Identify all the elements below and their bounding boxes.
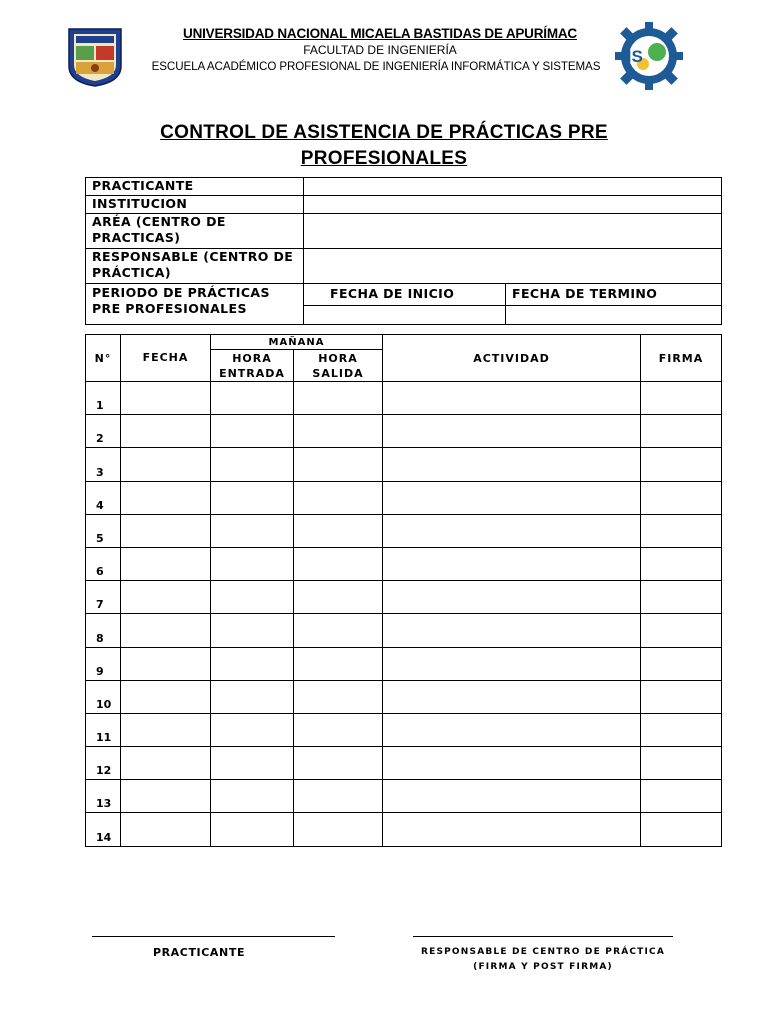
fecha-cell[interactable] xyxy=(121,581,211,614)
firma-cell[interactable] xyxy=(641,713,722,746)
practicante-label: PRACTICANTE xyxy=(86,178,304,196)
practicante-field[interactable] xyxy=(304,178,722,196)
fecha-termino-label: FECHA DE TERMINO xyxy=(506,284,722,306)
firma-cell[interactable] xyxy=(641,514,722,547)
hora-entrada-cell[interactable] xyxy=(211,747,294,780)
table-row xyxy=(86,747,722,780)
header-num: N° xyxy=(86,335,121,382)
hora-salida-cell[interactable] xyxy=(294,581,383,614)
hora-entrada-cell[interactable] xyxy=(211,647,294,680)
responsable-signature-line[interactable] xyxy=(413,936,673,937)
header-manana: MAÑANA xyxy=(211,335,383,350)
actividad-cell[interactable] xyxy=(383,614,641,647)
hora-entrada-cell[interactable] xyxy=(211,382,294,415)
school-name: ESCUELA ACADÉMICO PROFESIONAL DE INGENIERÍA INFORMÁTICA Y SISTEMAS xyxy=(151,60,601,73)
hora-salida-cell[interactable] xyxy=(294,647,383,680)
row-number: 14 xyxy=(86,813,121,846)
table-row xyxy=(86,481,722,514)
institucion-label: INSTITUCION xyxy=(86,196,304,214)
row-number: 3 xyxy=(86,448,121,481)
document-title-line1: CONTROL DE ASISTENCIA DE PRÁCTICAS PRE xyxy=(160,122,608,143)
actividad-cell[interactable] xyxy=(383,514,641,547)
periodo-label: PERIODO DE PRÁCTICAS PRE PROFESIONALES xyxy=(86,284,304,325)
hora-salida-cell[interactable] xyxy=(294,448,383,481)
practicante-signature-line[interactable] xyxy=(92,936,335,937)
table-row xyxy=(86,415,722,448)
actividad-cell[interactable] xyxy=(383,680,641,713)
hora-entrada-cell[interactable] xyxy=(211,813,294,846)
document-title-line2: PROFESIONALES xyxy=(300,148,468,169)
hora-salida-cell[interactable] xyxy=(294,415,383,448)
table-row xyxy=(86,813,722,846)
table-row xyxy=(86,780,722,813)
row-number: 11 xyxy=(86,713,121,746)
hora-salida-cell[interactable] xyxy=(294,614,383,647)
row-number: 1 xyxy=(86,382,121,415)
attendance-table xyxy=(85,334,722,847)
area-field[interactable] xyxy=(304,214,722,249)
table-row xyxy=(86,448,722,481)
table-row xyxy=(86,713,722,746)
hora-entrada-cell[interactable] xyxy=(211,415,294,448)
hora-salida-cell[interactable] xyxy=(294,780,383,813)
fecha-inicio-field[interactable] xyxy=(304,306,506,325)
hora-salida-cell[interactable] xyxy=(294,481,383,514)
row-number: 2 xyxy=(86,415,121,448)
row-number: 12 xyxy=(86,747,121,780)
hora-entrada-cell[interactable] xyxy=(211,514,294,547)
fecha-cell[interactable] xyxy=(121,647,211,680)
institucion-field[interactable] xyxy=(304,196,722,214)
fecha-cell[interactable] xyxy=(121,382,211,415)
actividad-cell[interactable] xyxy=(383,581,641,614)
table-row xyxy=(86,614,722,647)
fecha-cell[interactable] xyxy=(121,448,211,481)
hora-salida-cell[interactable] xyxy=(294,514,383,547)
hora-salida-cell[interactable] xyxy=(294,747,383,780)
hora-entrada-cell[interactable] xyxy=(211,614,294,647)
table-row xyxy=(86,581,722,614)
hora-entrada-cell[interactable] xyxy=(211,481,294,514)
row-number: 10 xyxy=(86,680,121,713)
firma-cell[interactable] xyxy=(641,481,722,514)
actividad-cell[interactable] xyxy=(383,382,641,415)
firma-cell[interactable] xyxy=(641,614,722,647)
area-label: ARÉA (CENTRO DE PRACTICAS) xyxy=(86,214,304,249)
actividad-cell[interactable] xyxy=(383,647,641,680)
fecha-cell[interactable] xyxy=(121,614,211,647)
hora-salida-cell[interactable] xyxy=(294,713,383,746)
fecha-cell[interactable] xyxy=(121,813,211,846)
table-row xyxy=(86,382,722,415)
hora-entrada-cell[interactable] xyxy=(211,448,294,481)
firma-cell[interactable] xyxy=(641,747,722,780)
fecha-cell[interactable] xyxy=(121,415,211,448)
hora-entrada-cell[interactable] xyxy=(211,780,294,813)
fecha-inicio-label: FECHA DE INICIO xyxy=(304,284,506,306)
university-seal-icon xyxy=(66,26,124,88)
fecha-cell[interactable] xyxy=(121,680,211,713)
hora-entrada-cell[interactable] xyxy=(211,713,294,746)
practicante-signature-label: PRACTICANTE xyxy=(152,946,246,959)
fecha-cell[interactable] xyxy=(121,481,211,514)
hora-entrada-cell[interactable] xyxy=(211,581,294,614)
hora-salida-cell[interactable] xyxy=(294,382,383,415)
hora-entrada-cell[interactable] xyxy=(211,680,294,713)
info-table xyxy=(85,177,722,325)
actividad-cell[interactable] xyxy=(383,813,641,846)
actividad-cell[interactable] xyxy=(383,747,641,780)
firma-cell[interactable] xyxy=(641,448,722,481)
responsable-signature-sub: (FIRMA Y POST FIRMA) xyxy=(473,962,613,972)
responsable-field[interactable] xyxy=(304,249,722,284)
fecha-cell[interactable] xyxy=(121,780,211,813)
header-actividad: ACTIVIDAD xyxy=(383,335,641,382)
firma-cell[interactable] xyxy=(641,581,722,614)
fecha-cell[interactable] xyxy=(121,547,211,580)
actividad-cell[interactable] xyxy=(383,780,641,813)
table-row xyxy=(86,514,722,547)
firma-cell[interactable] xyxy=(641,647,722,680)
table-row xyxy=(86,647,722,680)
row-number: 6 xyxy=(86,547,121,580)
table-row xyxy=(86,680,722,713)
firma-cell[interactable] xyxy=(641,382,722,415)
fecha-cell[interactable] xyxy=(121,713,211,746)
fecha-cell[interactable] xyxy=(121,747,211,780)
fecha-termino-field[interactable] xyxy=(506,306,722,325)
header-hora-entrada: HORA ENTRADA xyxy=(211,350,294,382)
responsable-signature-label: RESPONSABLE DE CENTRO DE PRÁCTICA xyxy=(420,947,666,957)
university-name: UNIVERSIDAD NACIONAL MICAELA BASTIDAS DE APURÍMAC xyxy=(183,26,577,41)
actividad-cell[interactable] xyxy=(383,481,641,514)
row-number: 7 xyxy=(86,581,121,614)
hora-salida-cell[interactable] xyxy=(294,813,383,846)
row-number: 8 xyxy=(86,614,121,647)
responsable-label: RESPONSABLE (CENTRO DE PRÁCTICA) xyxy=(86,249,304,284)
header-fecha: FECHA xyxy=(121,335,211,382)
header-hora-salida: HORA SALIDA xyxy=(294,350,383,382)
row-number: 13 xyxy=(86,780,121,813)
hora-salida-cell[interactable] xyxy=(294,680,383,713)
actividad-cell[interactable] xyxy=(383,713,641,746)
actividad-cell[interactable] xyxy=(383,415,641,448)
firma-cell[interactable] xyxy=(641,813,722,846)
header-firma: FIRMA xyxy=(641,335,722,382)
firma-cell[interactable] xyxy=(641,415,722,448)
row-number: 9 xyxy=(86,647,121,680)
table-row xyxy=(86,547,722,580)
hora-salida-cell[interactable] xyxy=(294,547,383,580)
firma-cell[interactable] xyxy=(641,547,722,580)
actividad-cell[interactable] xyxy=(383,448,641,481)
faculty-name: FACULTAD DE INGENIERÍA xyxy=(303,43,457,57)
hora-entrada-cell[interactable] xyxy=(211,547,294,580)
row-number: 4 xyxy=(86,481,121,514)
row-number: 5 xyxy=(86,514,121,547)
actividad-cell[interactable] xyxy=(383,547,641,580)
firma-cell[interactable] xyxy=(641,680,722,713)
logo-text: IIS xyxy=(622,47,643,66)
firma-cell[interactable] xyxy=(641,780,722,813)
fecha-cell[interactable] xyxy=(121,514,211,547)
